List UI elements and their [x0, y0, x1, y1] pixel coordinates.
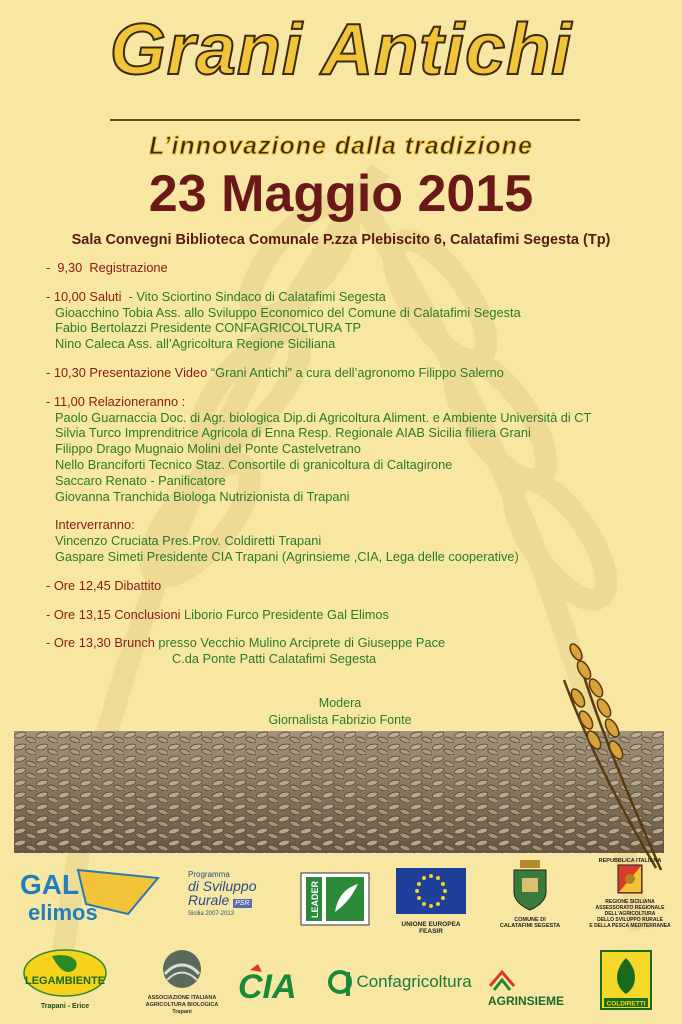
program [46, 260, 676, 667]
program-video: - 10,30 Presentazione Video “Grani Antichi” a cura dell’agronomo Filippo Salerno [46, 364, 504, 380]
comune-calatafimi-logo: COMUNE DI CALATAFIMI SEGESTA [490, 860, 570, 929]
coldiretti-emblem [600, 950, 652, 1010]
agrinsieme-logo: AGRINSIEME [488, 968, 592, 1010]
aiab-logo: ASSOCIAZIONE ITALIANA AGRICOLTURA BIOLOGICA Trapani [136, 948, 228, 1016]
poster-subtitle: L’innovazione dalla tradizione [149, 132, 533, 160]
svg-text:GAL: GAL [20, 869, 80, 900]
program-dibattito: - Ore 12,45 Dibattito [46, 577, 162, 593]
coldiretti-logo [600, 950, 652, 1015]
regione-siciliana-logo: REPUBBLICA ITALIANA REGIONE SICILIANA ASSESSORATO REGIONALE DELL'AGRICOLTURA DELLO SVILUPPO RURALE E DELLA PESCA MEDITERRANEA [589, 858, 671, 929]
svg-text:CIA: CIA [238, 968, 297, 1002]
svg-text:COLDIRETTI: COLDIRETTI [606, 1000, 646, 1008]
confagricoltura-logo: Confagricoltura [328, 966, 480, 998]
program-interventi: Interverranno: Vincenzo Cruciata Pres.Prov. Coldiretti Trapani Gaspare Simeti Presidente CIA Trapani (Agrinsieme ,CIA, Lega delle cooperative) [55, 517, 519, 564]
aiab-emblem [157, 948, 207, 990]
legambiente-logo: LEGAMBIENTE Trapani - Erice [22, 948, 108, 1010]
moderator-name: Giornalista Fabrizio Fonte [268, 713, 412, 727]
program-conclusioni: - Ore 13,15 Conclusioni Liborio Furco Presidente Gal Elimos [46, 606, 389, 622]
program-brunch: - Ore 13,30 Brunch presso Vecchio Mulino Arciprete di Giuseppe Pace C.da Ponte Patti Calatafimi Segesta [46, 635, 446, 667]
moderator-label: Modera [318, 696, 362, 710]
program-registrazione: - 9,30 Registrazione [46, 260, 168, 275]
gal-elimos-logo [16, 864, 166, 926]
eu-flag-icon [396, 868, 466, 914]
cia-logo [236, 962, 316, 1002]
svg-text:LEGAMBIENTE: LEGAMBIENTE [24, 975, 106, 987]
program-relazioni: - 11,00 Relazioneranno : Paolo Guarnaccia Doc. di Agr. biologica Dip.di Agricoltura Aliment. e Ambiente Università di CT Silvia Turco Imprenditrice Agricola di Enna Resp. Regionale AIAB Sicilia filiera Grani Filippo Drago Mugnaio Molini del Ponte Castelvetrano Nello Branciforti Tecnico Staz. Consortile di granicoltura di Caltagirone Saccaro Renato - Panificatore Giovanna Tranchida Biologa Nutrizionista di Trapani [46, 393, 592, 504]
trinacria-icon [617, 864, 643, 894]
legambiente-emblem [22, 948, 108, 998]
ue-feasir-logo: UNIONE EUROPEA FEASIR [396, 868, 466, 935]
psr-logo: Programma di Sviluppo Rurale PSR Sicilia 2007-2013 [188, 870, 257, 917]
agrinsieme-icon [488, 968, 516, 992]
confagricoltura-icon [328, 966, 352, 998]
event-date: 23 Maggio 2015 [148, 165, 534, 223]
event-venue: Sala Convegni Biblioteca Comunale P.zza Plebiscito 6, Calatafimi Segesta (Tp) [71, 232, 611, 248]
leader-logo [300, 872, 370, 926]
wheat-ears-illustration [556, 640, 676, 880]
poster-title: Grani Antichi [109, 10, 573, 90]
svg-text:LEADER: LEADER [310, 880, 320, 918]
coat-of-arms-icon [510, 860, 550, 912]
title-underline [110, 119, 580, 121]
svg-text:elimos: elimos [28, 900, 98, 925]
program-saluti: - 10,00 Saluti - Vito Sciortino Sindaco di Calatafimi Segesta Gioacchino Tobia Ass. allo Sviluppo Economico del Comune di Calatafimi Segesta Fabio Bertolazzi Presidente CONFAGRICOLTURA TP Nino Caleca Ass. all’Agricoltura Regione Siciliana [46, 288, 521, 352]
